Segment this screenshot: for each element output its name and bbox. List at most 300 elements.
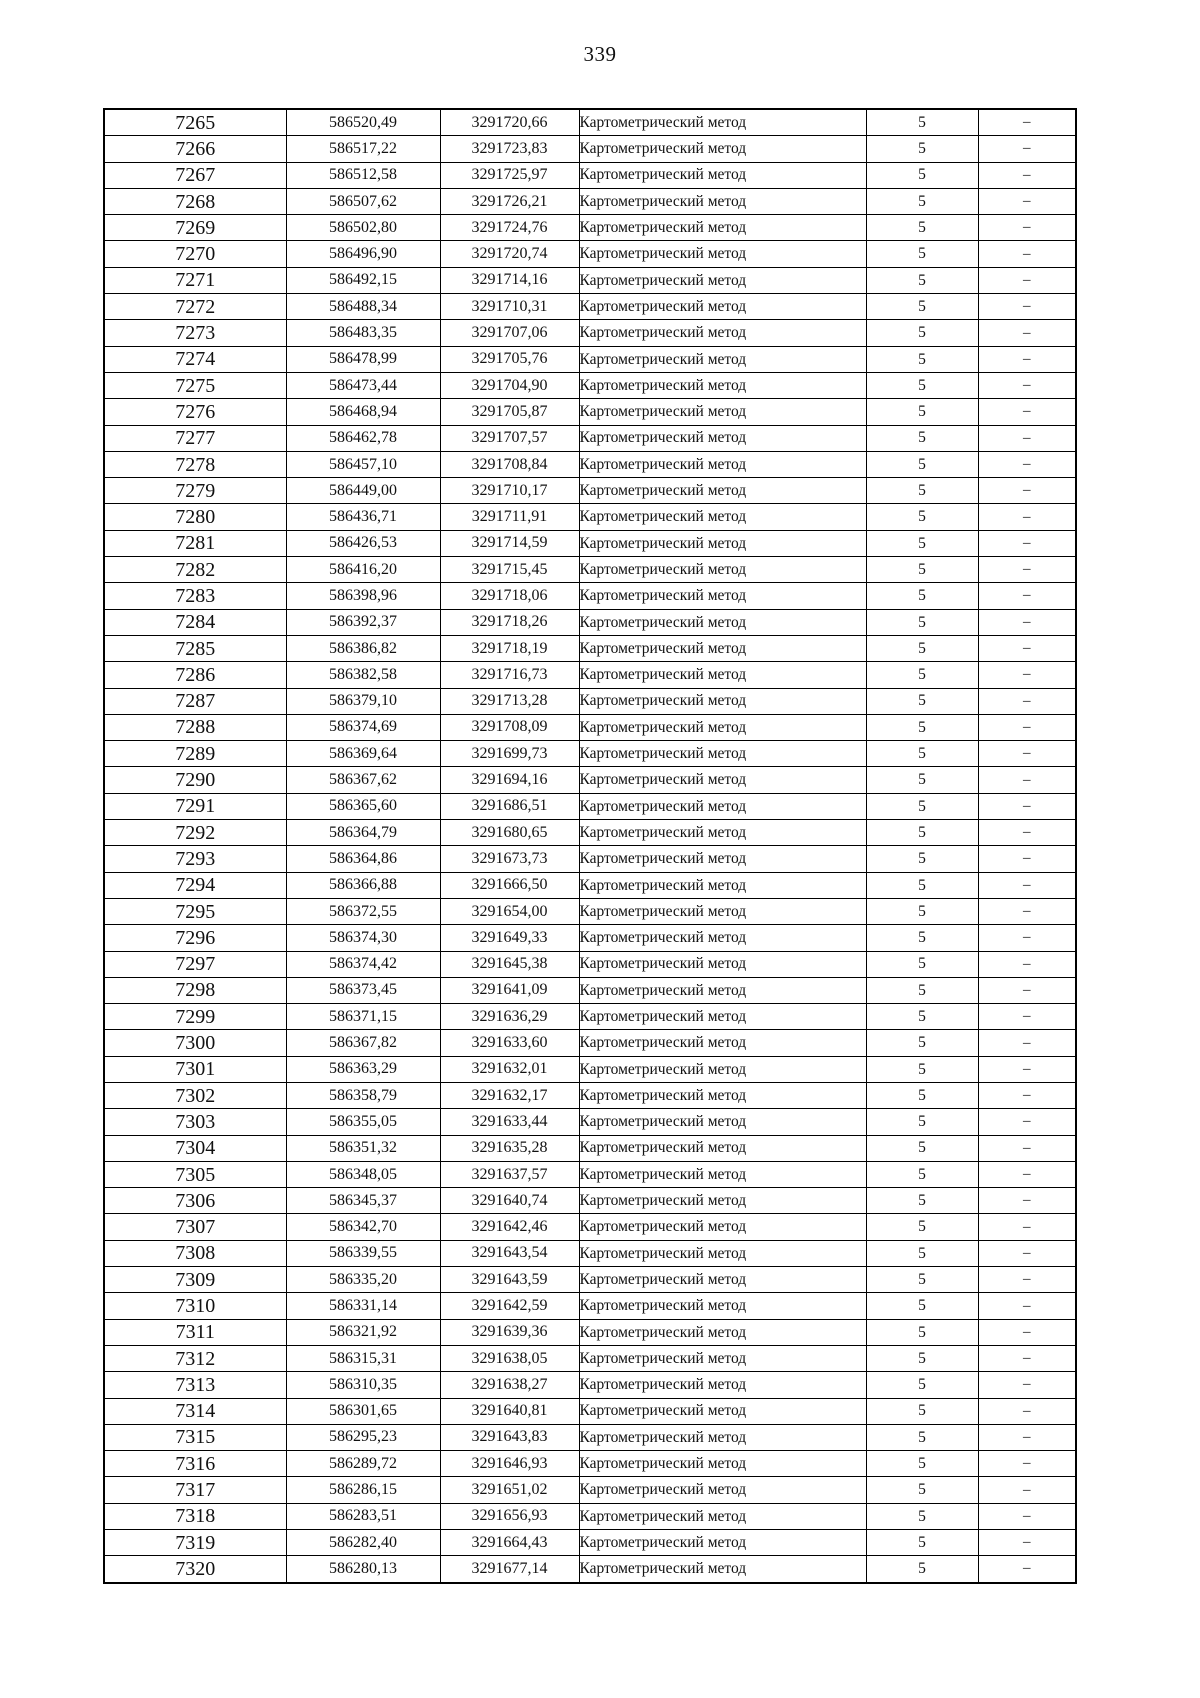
method-cell: Картометрический метод [579, 346, 866, 372]
method-cell: Картометрический метод [579, 1556, 866, 1583]
table-row [104, 583, 1076, 609]
y-coordinate-cell: 3291699,73 [440, 741, 579, 767]
note-cell: – [978, 1082, 1076, 1108]
point-number-cell: 7282 [104, 557, 286, 583]
method-cell: Картометрический метод [579, 1161, 866, 1187]
note-cell: – [978, 162, 1076, 188]
point-number-cell: 7312 [104, 1345, 286, 1371]
method-cell: Картометрический метод [579, 478, 866, 504]
accuracy-cell: 5 [866, 951, 978, 977]
table-row [104, 346, 1076, 372]
method-cell: Картометрический метод [579, 925, 866, 951]
table-row [104, 1345, 1076, 1371]
method-cell: Картометрический метод [579, 741, 866, 767]
table-row [104, 925, 1076, 951]
table-row [104, 557, 1076, 583]
accuracy-cell: 5 [866, 1345, 978, 1371]
accuracy-cell: 5 [866, 504, 978, 530]
point-number-cell: 7284 [104, 609, 286, 635]
accuracy-cell: 5 [866, 1188, 978, 1214]
point-number-cell: 7272 [104, 294, 286, 320]
point-number-cell: 7304 [104, 1135, 286, 1161]
x-coordinate-cell: 586372,55 [286, 898, 440, 924]
table-row [104, 425, 1076, 451]
table-row [104, 662, 1076, 688]
method-cell: Картометрический метод [579, 609, 866, 635]
accuracy-cell: 5 [866, 1477, 978, 1503]
note-cell: – [978, 609, 1076, 635]
table-row [104, 504, 1076, 530]
note-cell: – [978, 504, 1076, 530]
method-cell: Картометрический метод [579, 1082, 866, 1108]
note-cell: – [978, 662, 1076, 688]
table-row [104, 1293, 1076, 1319]
note-cell: – [978, 372, 1076, 398]
point-number-cell: 7279 [104, 478, 286, 504]
x-coordinate-cell: 586392,37 [286, 609, 440, 635]
point-number-cell: 7310 [104, 1293, 286, 1319]
y-coordinate-cell: 3291710,17 [440, 478, 579, 504]
point-number-cell: 7293 [104, 846, 286, 872]
y-coordinate-cell: 3291720,66 [440, 109, 579, 136]
y-coordinate-cell: 3291677,14 [440, 1556, 579, 1583]
accuracy-cell: 5 [866, 741, 978, 767]
table-row [104, 1030, 1076, 1056]
x-coordinate-cell: 586373,45 [286, 977, 440, 1003]
y-coordinate-cell: 3291651,02 [440, 1477, 579, 1503]
note-cell: – [978, 1503, 1076, 1529]
point-number-cell: 7315 [104, 1424, 286, 1450]
accuracy-cell: 5 [866, 557, 978, 583]
point-number-cell: 7306 [104, 1188, 286, 1214]
table-row [104, 1161, 1076, 1187]
x-coordinate-cell: 586342,70 [286, 1214, 440, 1240]
x-coordinate-cell: 586289,72 [286, 1451, 440, 1477]
y-coordinate-cell: 3291725,97 [440, 162, 579, 188]
x-coordinate-cell: 586512,58 [286, 162, 440, 188]
table-row [104, 267, 1076, 293]
accuracy-cell: 5 [866, 267, 978, 293]
note-cell: – [978, 1477, 1076, 1503]
x-coordinate-cell: 586295,23 [286, 1424, 440, 1450]
table-row [104, 1267, 1076, 1293]
y-coordinate-cell: 3291708,09 [440, 714, 579, 740]
note-cell: – [978, 1530, 1076, 1556]
y-coordinate-cell: 3291632,01 [440, 1056, 579, 1082]
accuracy-cell: 5 [866, 1082, 978, 1108]
point-number-cell: 7289 [104, 741, 286, 767]
accuracy-cell: 5 [866, 688, 978, 714]
method-cell: Картометрический метод [579, 1424, 866, 1450]
note-cell: – [978, 1293, 1076, 1319]
x-coordinate-cell: 586283,51 [286, 1503, 440, 1529]
method-cell: Картометрический метод [579, 1319, 866, 1345]
x-coordinate-cell: 586382,58 [286, 662, 440, 688]
x-coordinate-cell: 586473,44 [286, 372, 440, 398]
y-coordinate-cell: 3291638,05 [440, 1345, 579, 1371]
table-row [104, 820, 1076, 846]
note-cell: – [978, 1214, 1076, 1240]
accuracy-cell: 5 [866, 609, 978, 635]
x-coordinate-cell: 586364,86 [286, 846, 440, 872]
x-coordinate-cell: 586339,55 [286, 1240, 440, 1266]
method-cell: Картометрический метод [579, 162, 866, 188]
y-coordinate-cell: 3291686,51 [440, 793, 579, 819]
method-cell: Картометрический метод [579, 1267, 866, 1293]
x-coordinate-cell: 586478,99 [286, 346, 440, 372]
method-cell: Картометрический метод [579, 1398, 866, 1424]
x-coordinate-cell: 586416,20 [286, 557, 440, 583]
table-row [104, 793, 1076, 819]
accuracy-cell: 5 [866, 451, 978, 477]
note-cell: – [978, 741, 1076, 767]
x-coordinate-cell: 586363,29 [286, 1056, 440, 1082]
method-cell: Картометрический метод [579, 425, 866, 451]
accuracy-cell: 5 [866, 320, 978, 346]
table-row [104, 530, 1076, 556]
note-cell: – [978, 1109, 1076, 1135]
point-number-cell: 7292 [104, 820, 286, 846]
note-cell: – [978, 1556, 1076, 1583]
table-row [104, 399, 1076, 425]
x-coordinate-cell: 586369,64 [286, 741, 440, 767]
y-coordinate-cell: 3291639,36 [440, 1319, 579, 1345]
x-coordinate-cell: 586367,82 [286, 1030, 440, 1056]
x-coordinate-cell: 586348,05 [286, 1161, 440, 1187]
accuracy-cell: 5 [866, 1240, 978, 1266]
y-coordinate-cell: 3291718,19 [440, 635, 579, 661]
y-coordinate-cell: 3291633,44 [440, 1109, 579, 1135]
table-row [104, 977, 1076, 1003]
method-cell: Картометрический метод [579, 1345, 866, 1371]
table-row [104, 1135, 1076, 1161]
note-cell: – [978, 1056, 1076, 1082]
note-cell: – [978, 530, 1076, 556]
point-number-cell: 7317 [104, 1477, 286, 1503]
table-row [104, 1004, 1076, 1030]
y-coordinate-cell: 3291635,28 [440, 1135, 579, 1161]
accuracy-cell: 5 [866, 583, 978, 609]
x-coordinate-cell: 586365,60 [286, 793, 440, 819]
y-coordinate-cell: 3291641,09 [440, 977, 579, 1003]
point-number-cell: 7271 [104, 267, 286, 293]
note-cell: – [978, 346, 1076, 372]
method-cell: Картометрический метод [579, 136, 866, 162]
y-coordinate-cell: 3291654,00 [440, 898, 579, 924]
x-coordinate-cell: 586286,15 [286, 1477, 440, 1503]
point-number-cell: 7273 [104, 320, 286, 346]
method-cell: Картометрический метод [579, 714, 866, 740]
method-cell: Картометрический метод [579, 1240, 866, 1266]
method-cell: Картометрический метод [579, 320, 866, 346]
note-cell: – [978, 925, 1076, 951]
x-coordinate-cell: 586364,79 [286, 820, 440, 846]
point-number-cell: 7319 [104, 1530, 286, 1556]
x-coordinate-cell: 586358,79 [286, 1082, 440, 1108]
x-coordinate-cell: 586502,80 [286, 215, 440, 241]
coordinates-table-body [104, 109, 1076, 1583]
y-coordinate-cell: 3291649,33 [440, 925, 579, 951]
note-cell: – [978, 1030, 1076, 1056]
y-coordinate-cell: 3291642,46 [440, 1214, 579, 1240]
x-coordinate-cell: 586345,37 [286, 1188, 440, 1214]
point-number-cell: 7318 [104, 1503, 286, 1529]
point-number-cell: 7278 [104, 451, 286, 477]
point-number-cell: 7307 [104, 1214, 286, 1240]
point-number-cell: 7303 [104, 1109, 286, 1135]
method-cell: Картометрический метод [579, 109, 866, 136]
note-cell: – [978, 136, 1076, 162]
y-coordinate-cell: 3291704,90 [440, 372, 579, 398]
y-coordinate-cell: 3291720,74 [440, 241, 579, 267]
method-cell: Картометрический метод [579, 530, 866, 556]
y-coordinate-cell: 3291705,76 [440, 346, 579, 372]
table-row [104, 951, 1076, 977]
y-coordinate-cell: 3291646,93 [440, 1451, 579, 1477]
point-number-cell: 7276 [104, 399, 286, 425]
note-cell: – [978, 793, 1076, 819]
accuracy-cell: 5 [866, 1214, 978, 1240]
table-row [104, 767, 1076, 793]
accuracy-cell: 5 [866, 1135, 978, 1161]
table-row [104, 872, 1076, 898]
x-coordinate-cell: 586321,92 [286, 1319, 440, 1345]
table-row [104, 609, 1076, 635]
x-coordinate-cell: 586315,31 [286, 1345, 440, 1371]
note-cell: – [978, 1267, 1076, 1293]
table-row [104, 1398, 1076, 1424]
method-cell: Картометрический метод [579, 241, 866, 267]
x-coordinate-cell: 586436,71 [286, 504, 440, 530]
x-coordinate-cell: 586483,35 [286, 320, 440, 346]
method-cell: Картометрический метод [579, 1293, 866, 1319]
note-cell: – [978, 1188, 1076, 1214]
x-coordinate-cell: 586351,32 [286, 1135, 440, 1161]
accuracy-cell: 5 [866, 898, 978, 924]
table-row [104, 1082, 1076, 1108]
point-number-cell: 7299 [104, 1004, 286, 1030]
accuracy-cell: 5 [866, 1267, 978, 1293]
y-coordinate-cell: 3291640,81 [440, 1398, 579, 1424]
x-coordinate-cell: 586449,00 [286, 478, 440, 504]
accuracy-cell: 5 [866, 215, 978, 241]
x-coordinate-cell: 586457,10 [286, 451, 440, 477]
point-number-cell: 7291 [104, 793, 286, 819]
y-coordinate-cell: 3291711,91 [440, 504, 579, 530]
note-cell: – [978, 1372, 1076, 1398]
y-coordinate-cell: 3291716,73 [440, 662, 579, 688]
table-row [104, 714, 1076, 740]
point-number-cell: 7267 [104, 162, 286, 188]
y-coordinate-cell: 3291666,50 [440, 872, 579, 898]
note-cell: – [978, 820, 1076, 846]
accuracy-cell: 5 [866, 793, 978, 819]
method-cell: Картометрический метод [579, 188, 866, 214]
accuracy-cell: 5 [866, 425, 978, 451]
note-cell: – [978, 1398, 1076, 1424]
x-coordinate-cell: 586366,88 [286, 872, 440, 898]
point-number-cell: 7316 [104, 1451, 286, 1477]
table-row [104, 372, 1076, 398]
method-cell: Картометрический метод [579, 1477, 866, 1503]
point-number-cell: 7300 [104, 1030, 286, 1056]
y-coordinate-cell: 3291645,38 [440, 951, 579, 977]
y-coordinate-cell: 3291714,59 [440, 530, 579, 556]
point-number-cell: 7280 [104, 504, 286, 530]
y-coordinate-cell: 3291694,16 [440, 767, 579, 793]
accuracy-cell: 5 [866, 1451, 978, 1477]
table-row [104, 1424, 1076, 1450]
point-number-cell: 7294 [104, 872, 286, 898]
x-coordinate-cell: 586492,15 [286, 267, 440, 293]
method-cell: Картометрический метод [579, 662, 866, 688]
accuracy-cell: 5 [866, 1293, 978, 1319]
point-number-cell: 7283 [104, 583, 286, 609]
x-coordinate-cell: 586517,22 [286, 136, 440, 162]
point-number-cell: 7298 [104, 977, 286, 1003]
note-cell: – [978, 399, 1076, 425]
note-cell: – [978, 688, 1076, 714]
note-cell: – [978, 714, 1076, 740]
point-number-cell: 7274 [104, 346, 286, 372]
y-coordinate-cell: 3291673,73 [440, 846, 579, 872]
x-coordinate-cell: 586468,94 [286, 399, 440, 425]
table-row [104, 1372, 1076, 1398]
method-cell: Картометрический метод [579, 267, 866, 293]
method-cell: Картометрический метод [579, 793, 866, 819]
accuracy-cell: 5 [866, 1372, 978, 1398]
x-coordinate-cell: 586310,35 [286, 1372, 440, 1398]
table-row [104, 1056, 1076, 1082]
table-row [104, 162, 1076, 188]
note-cell: – [978, 478, 1076, 504]
coordinates-table [103, 108, 1077, 1584]
accuracy-cell: 5 [866, 1030, 978, 1056]
method-cell: Картометрический метод [579, 1056, 866, 1082]
note-cell: – [978, 320, 1076, 346]
accuracy-cell: 5 [866, 478, 978, 504]
point-number-cell: 7290 [104, 767, 286, 793]
point-number-cell: 7301 [104, 1056, 286, 1082]
y-coordinate-cell: 3291707,06 [440, 320, 579, 346]
note-cell: – [978, 635, 1076, 661]
table-row [104, 1188, 1076, 1214]
method-cell: Картометрический метод [579, 688, 866, 714]
x-coordinate-cell: 586301,65 [286, 1398, 440, 1424]
method-cell: Картометрический метод [579, 399, 866, 425]
method-cell: Картометрический метод [579, 635, 866, 661]
y-coordinate-cell: 3291726,21 [440, 188, 579, 214]
note-cell: – [978, 1161, 1076, 1187]
table-row [104, 741, 1076, 767]
table-row [104, 1240, 1076, 1266]
point-number-cell: 7288 [104, 714, 286, 740]
method-cell: Картометрический метод [579, 583, 866, 609]
point-number-cell: 7270 [104, 241, 286, 267]
note-cell: – [978, 294, 1076, 320]
accuracy-cell: 5 [866, 241, 978, 267]
table-row [104, 1556, 1076, 1583]
method-cell: Картометрический метод [579, 1451, 866, 1477]
method-cell: Картометрический метод [579, 1109, 866, 1135]
method-cell: Картометрический метод [579, 898, 866, 924]
note-cell: – [978, 1240, 1076, 1266]
point-number-cell: 7311 [104, 1319, 286, 1345]
x-coordinate-cell: 586280,13 [286, 1556, 440, 1583]
table-row [104, 846, 1076, 872]
table-row [104, 188, 1076, 214]
accuracy-cell: 5 [866, 925, 978, 951]
y-coordinate-cell: 3291643,83 [440, 1424, 579, 1450]
note-cell: – [978, 188, 1076, 214]
page-number: 339 [583, 42, 617, 66]
accuracy-cell: 5 [866, 162, 978, 188]
x-coordinate-cell: 586371,15 [286, 1004, 440, 1030]
y-coordinate-cell: 3291643,59 [440, 1267, 579, 1293]
method-cell: Картометрический метод [579, 767, 866, 793]
x-coordinate-cell: 586282,40 [286, 1530, 440, 1556]
x-coordinate-cell: 586507,62 [286, 188, 440, 214]
accuracy-cell: 5 [866, 136, 978, 162]
accuracy-cell: 5 [866, 372, 978, 398]
x-coordinate-cell: 586367,62 [286, 767, 440, 793]
table-row [104, 109, 1076, 136]
accuracy-cell: 5 [866, 1556, 978, 1583]
table-row [104, 1477, 1076, 1503]
method-cell: Картометрический метод [579, 1503, 866, 1529]
method-cell: Картометрический метод [579, 977, 866, 1003]
point-number-cell: 7287 [104, 688, 286, 714]
point-number-cell: 7302 [104, 1082, 286, 1108]
x-coordinate-cell: 586462,78 [286, 425, 440, 451]
point-number-cell: 7313 [104, 1372, 286, 1398]
y-coordinate-cell: 3291718,26 [440, 609, 579, 635]
y-coordinate-cell: 3291643,54 [440, 1240, 579, 1266]
note-cell: – [978, 267, 1076, 293]
table-row [104, 1503, 1076, 1529]
note-cell: – [978, 215, 1076, 241]
table-row [104, 1109, 1076, 1135]
note-cell: – [978, 872, 1076, 898]
accuracy-cell: 5 [866, 714, 978, 740]
note-cell: – [978, 1451, 1076, 1477]
y-coordinate-cell: 3291633,60 [440, 1030, 579, 1056]
accuracy-cell: 5 [866, 1503, 978, 1529]
point-number-cell: 7295 [104, 898, 286, 924]
accuracy-cell: 5 [866, 662, 978, 688]
table-row [104, 635, 1076, 661]
accuracy-cell: 5 [866, 1530, 978, 1556]
accuracy-cell: 5 [866, 399, 978, 425]
note-cell: – [978, 1424, 1076, 1450]
note-cell: – [978, 898, 1076, 924]
y-coordinate-cell: 3291708,84 [440, 451, 579, 477]
table-row [104, 451, 1076, 477]
method-cell: Картометрический метод [579, 215, 866, 241]
y-coordinate-cell: 3291724,76 [440, 215, 579, 241]
point-number-cell: 7309 [104, 1267, 286, 1293]
point-number-cell: 7308 [104, 1240, 286, 1266]
accuracy-cell: 5 [866, 820, 978, 846]
note-cell: – [978, 767, 1076, 793]
point-number-cell: 7314 [104, 1398, 286, 1424]
point-number-cell: 7305 [104, 1161, 286, 1187]
y-coordinate-cell: 3291656,93 [440, 1503, 579, 1529]
accuracy-cell: 5 [866, 294, 978, 320]
x-coordinate-cell: 586374,30 [286, 925, 440, 951]
x-coordinate-cell: 586426,53 [286, 530, 440, 556]
y-coordinate-cell: 3291710,31 [440, 294, 579, 320]
